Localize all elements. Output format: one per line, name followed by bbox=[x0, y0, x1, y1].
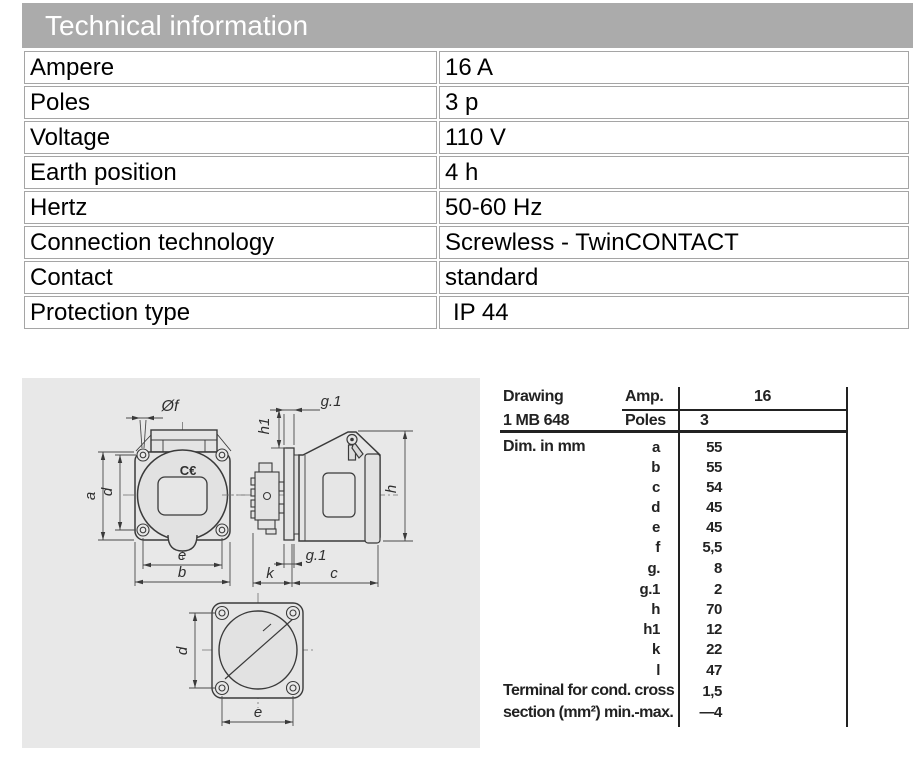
spec-label: Hertz bbox=[24, 191, 437, 224]
spec-label: Earth position bbox=[24, 156, 437, 189]
spec-table bbox=[22, 49, 911, 331]
dim-label-f: Øf bbox=[161, 398, 179, 415]
dim-label-e: e bbox=[177, 547, 187, 564]
dim-label-a: a bbox=[82, 491, 99, 501]
amp-label: Amp. bbox=[625, 388, 664, 405]
spec-label: Poles bbox=[24, 86, 437, 119]
dim-value: 45 bbox=[706, 519, 722, 536]
dim-label-g1-top: g.1 bbox=[320, 393, 342, 410]
spec-row bbox=[24, 121, 909, 154]
spec-row bbox=[24, 86, 909, 119]
dim-label-h1: h1 bbox=[256, 417, 273, 435]
technical-drawing bbox=[22, 378, 480, 748]
drawing-label: Drawing bbox=[503, 388, 564, 405]
poles-label: Poles bbox=[625, 412, 666, 429]
dim-label-g1-bottom: g.1 bbox=[305, 547, 327, 564]
spec-value: 16 A bbox=[439, 51, 909, 84]
dim-value: 47 bbox=[706, 662, 722, 679]
dim-key: h bbox=[651, 601, 660, 618]
spec-label: Protection type bbox=[24, 296, 437, 329]
socket-window bbox=[158, 477, 207, 515]
dim-table-divider bbox=[678, 387, 680, 727]
side-flange bbox=[284, 448, 294, 540]
dim-key: f bbox=[655, 539, 660, 556]
spec-label: Connection technology bbox=[24, 226, 437, 259]
dim-unit-label: Dim. in mm bbox=[503, 438, 586, 455]
dim-value: 45 bbox=[706, 499, 722, 516]
dim-table-header-rule bbox=[500, 430, 848, 433]
poles-value: 3 bbox=[700, 412, 709, 429]
spec-label: Contact bbox=[24, 261, 437, 294]
dim-value: 70 bbox=[706, 601, 722, 618]
spec-row bbox=[24, 226, 909, 259]
spec-value: standard bbox=[439, 261, 909, 294]
terminal-value-min: 1,5 bbox=[702, 683, 722, 700]
dim-key: k bbox=[652, 641, 660, 658]
spec-value: 110 V bbox=[439, 121, 909, 154]
side-window bbox=[323, 473, 355, 517]
spec-value: 3 p bbox=[439, 86, 909, 119]
spec-row bbox=[24, 51, 909, 84]
dim-key: e bbox=[652, 519, 660, 536]
dim-key: c bbox=[652, 479, 660, 496]
spec-value: Screwless - TwinCONTACT bbox=[439, 226, 909, 259]
dim-key: g.1 bbox=[639, 581, 660, 598]
dim-key: d bbox=[651, 499, 660, 516]
spec-row bbox=[24, 261, 909, 294]
dim-value: 22 bbox=[706, 641, 722, 658]
spec-row bbox=[24, 156, 909, 189]
spec-label: Voltage bbox=[24, 121, 437, 154]
section-header: Technical information bbox=[22, 3, 913, 48]
amp-value: 16 bbox=[754, 388, 771, 405]
dim-value: 55 bbox=[706, 459, 722, 476]
dim-value: 2 bbox=[714, 581, 722, 598]
terminal-note-line1: Terminal for cond. cross bbox=[503, 682, 675, 699]
dim-label-b: b bbox=[177, 564, 187, 581]
spec-value: 4 h bbox=[439, 156, 909, 189]
dim-value: 55 bbox=[706, 439, 722, 456]
dim-label-h: h bbox=[383, 484, 400, 494]
dim-label-d-bottom: d bbox=[174, 646, 191, 656]
dim-table-right-border bbox=[846, 387, 848, 727]
spec-row bbox=[24, 296, 909, 329]
dim-label-c: c bbox=[330, 565, 338, 582]
dim-key: l bbox=[656, 662, 660, 679]
dim-key: h1 bbox=[643, 621, 660, 638]
dim-value: 8 bbox=[714, 560, 722, 577]
spec-value: IP 44 bbox=[439, 296, 909, 329]
ce-mark-icon: C€ bbox=[179, 463, 197, 478]
dimension-table bbox=[500, 384, 852, 730]
dim-value: 12 bbox=[706, 621, 722, 638]
dim-table-amp-rule bbox=[622, 409, 848, 411]
dim-label-d: d bbox=[99, 487, 116, 497]
terminal-value-max: —4 bbox=[699, 704, 722, 721]
spec-value: 50-60 Hz bbox=[439, 191, 909, 224]
dim-label-e-bottom: e bbox=[253, 704, 263, 721]
side-band bbox=[365, 454, 380, 543]
spec-label: Ampere bbox=[24, 51, 437, 84]
dim-value: 5,5 bbox=[702, 539, 722, 556]
terminal-note-line2: section (mm²) min.-max. bbox=[503, 704, 674, 721]
dim-label-k: k bbox=[266, 565, 274, 582]
spec-row bbox=[24, 191, 909, 224]
dim-key: b bbox=[651, 459, 660, 476]
dim-key: a bbox=[652, 439, 660, 456]
dim-key: g. bbox=[647, 560, 660, 577]
dim-value: 54 bbox=[706, 479, 722, 496]
drawing-number: 1 MB 648 bbox=[503, 412, 570, 429]
